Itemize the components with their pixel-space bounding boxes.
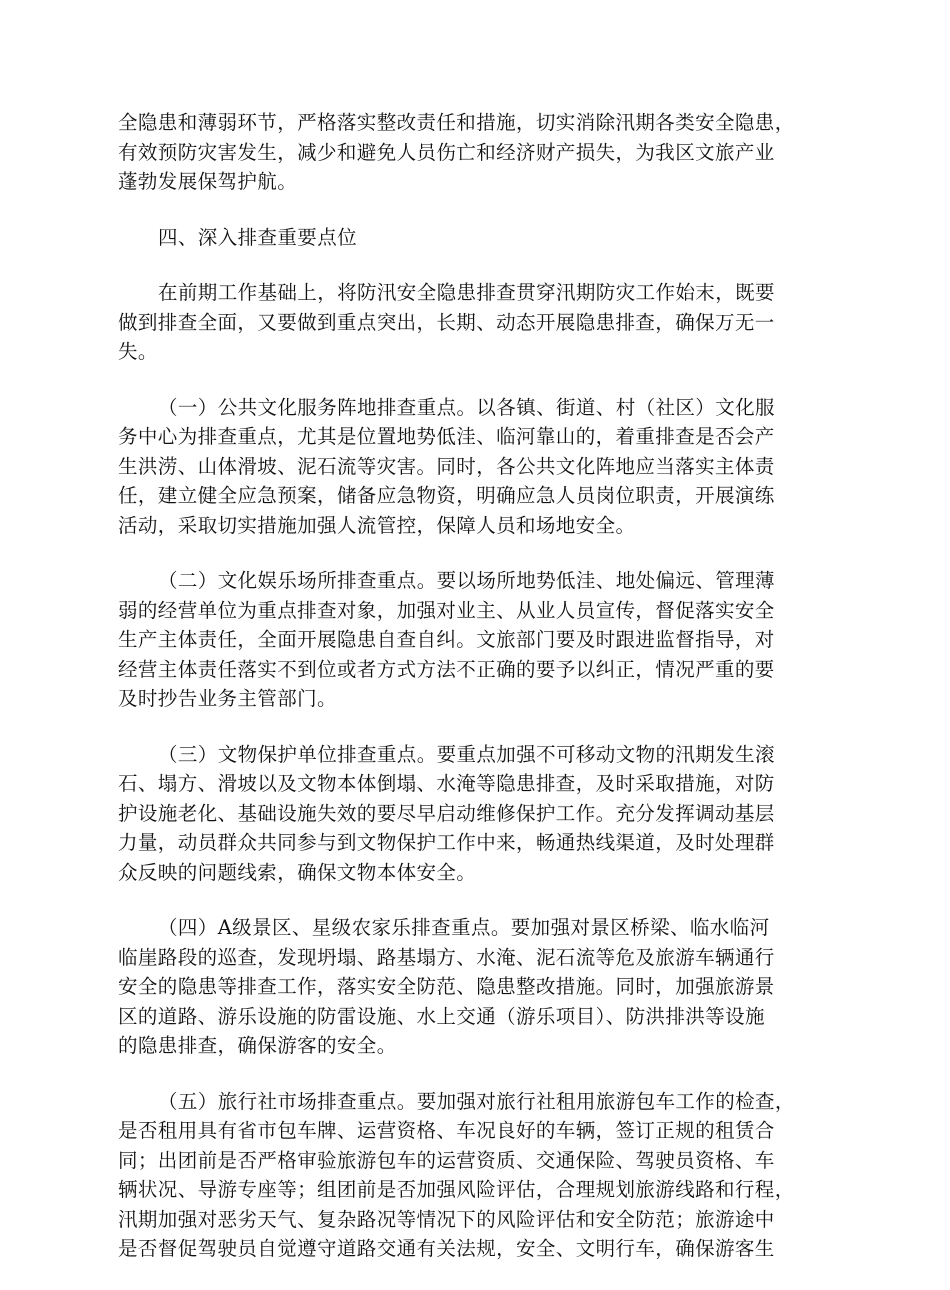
text-line: 生洪涝、山体滑坡、泥石流等灾害。同时，各公共文化阵地应当落实主体责 — [118, 454, 775, 478]
paragraph-entertainment-venues — [118, 566, 834, 714]
section-heading: 四、深入排查重要点位 — [158, 225, 358, 249]
text-line: 区的道路、游乐设施的防雷设施、水上交通（游乐项目）、防洪排洪等设施 — [118, 1004, 765, 1028]
text-line: 全隐患和薄弱环节，严格落实整改责任和措施，切实消除汛期各类安全隐患， — [118, 111, 795, 134]
paragraph-travel-agencies — [118, 1087, 834, 1264]
paragraph-continuation — [118, 108, 834, 197]
paragraph-scenic-areas — [118, 913, 834, 1061]
text-line: 辆状况、导游专座等；组团前是否加强风险评估，合理规划旅游线路和行程， — [118, 1178, 795, 1201]
text-line: 力量，动员群众共同参与到文物保护工作中来，畅通热线渠道，及时处理群 — [118, 831, 775, 854]
text-line: 汛期加强对恶劣天气、复杂路况等情况下的风险评估和安全防范；旅游途中 — [118, 1207, 775, 1231]
text-line: 失。 — [118, 340, 158, 363]
text-line: （四）A级景区、星级农家乐排查重点。要加强对景区桥梁、临水临河 — [158, 916, 770, 939]
text-line: 务中心为排查重点，尤其是位置地势低洼、临河靠山的，着重排查是否会产 — [118, 425, 775, 448]
document-page — [118, 108, 834, 1290]
text-line: 任，建立健全应急预案，储备应急物资，明确应急人员岗位职责，开展演练 — [118, 484, 775, 507]
text-line: （三）文物保护单位排查重点。要重点加强不可移动文物的汛期发生滚 — [158, 742, 775, 766]
text-line: （五）旅行社市场排查重点。要加强对旅行社租用旅游包车工作的检查， — [158, 1089, 795, 1113]
paragraph-cultural-relics — [118, 740, 834, 888]
text-line: 护设施老化、基础设施失效的要尽早启动维修保护工作。充分发挥调动基层 — [118, 801, 775, 825]
text-line: 是否督促驾驶员自觉遵守道路交通有关法规，安全、文明行车，确保游客生 — [118, 1237, 775, 1260]
paragraph-intro — [118, 278, 834, 367]
text-line: 生产主体责任，全面开展隐患自查自纠。文旅部门要及时跟进监督指导，对 — [118, 628, 775, 651]
text-line: 的隐患排查，确保游客的安全。 — [118, 1034, 397, 1057]
text-line: （二）文化娱乐场所排查重点。要以场所地势低洼、地处偏远、管理薄 — [158, 569, 775, 592]
text-line: 同；出团前是否严格审验旅游包车的运营资质、交通保险、驾驶员资格、车 — [118, 1148, 775, 1172]
text-line: 临崖路段的巡查，发现坍塌、路基塌方、水淹、泥石流等危及旅游车辆通行 — [118, 945, 775, 969]
text-line: 是否租用具有省市包车牌、运营资格、车况良好的车辆，签订正规的租赁合 — [118, 1119, 775, 1142]
paragraph-public-culture — [118, 393, 834, 541]
text-line: 弱的经营单位为重点排查对象，加强对业主、从业人员宣传，督促落实安全 — [118, 598, 775, 622]
text-line: 有效预防灾害发生，减少和避免人员伤亡和经济财产损失，为我区文旅产业 — [118, 140, 775, 164]
text-line: 及时抄告业务主管部门。 — [118, 687, 337, 710]
text-line: 活动，采取切实措施加强人流管控，保障人员和场地安全。 — [118, 513, 636, 537]
text-line: 石、塌方、滑坡以及文物本体倒塌、水淹等隐患排查，及时采取措施，对防 — [118, 772, 775, 795]
text-line: 蓬勃发展保驾护航。 — [118, 170, 298, 193]
text-line: 经营主体责任落实不到位或者方式方法不正确的要予以纠正，情况严重的要 — [118, 657, 775, 681]
text-line: 做到排查全面，又要做到重点突出，长期、动态开展隐患排查，确保万无一 — [118, 310, 775, 334]
text-line: 在前期工作基础上，将防汛安全隐患排查贯穿汛期防灾工作始末，既要 — [158, 281, 775, 304]
text-line: 众反映的问题线索，确保文物本体安全。 — [118, 860, 477, 884]
text-line: （一）公共文化服务阵地排查重点。以各镇、街道、村（社区）文化服 — [158, 395, 775, 419]
text-line: 安全的隐患等排查工作，落实安全防范、隐患整改措施。同时，加强旅游景 — [118, 975, 775, 998]
